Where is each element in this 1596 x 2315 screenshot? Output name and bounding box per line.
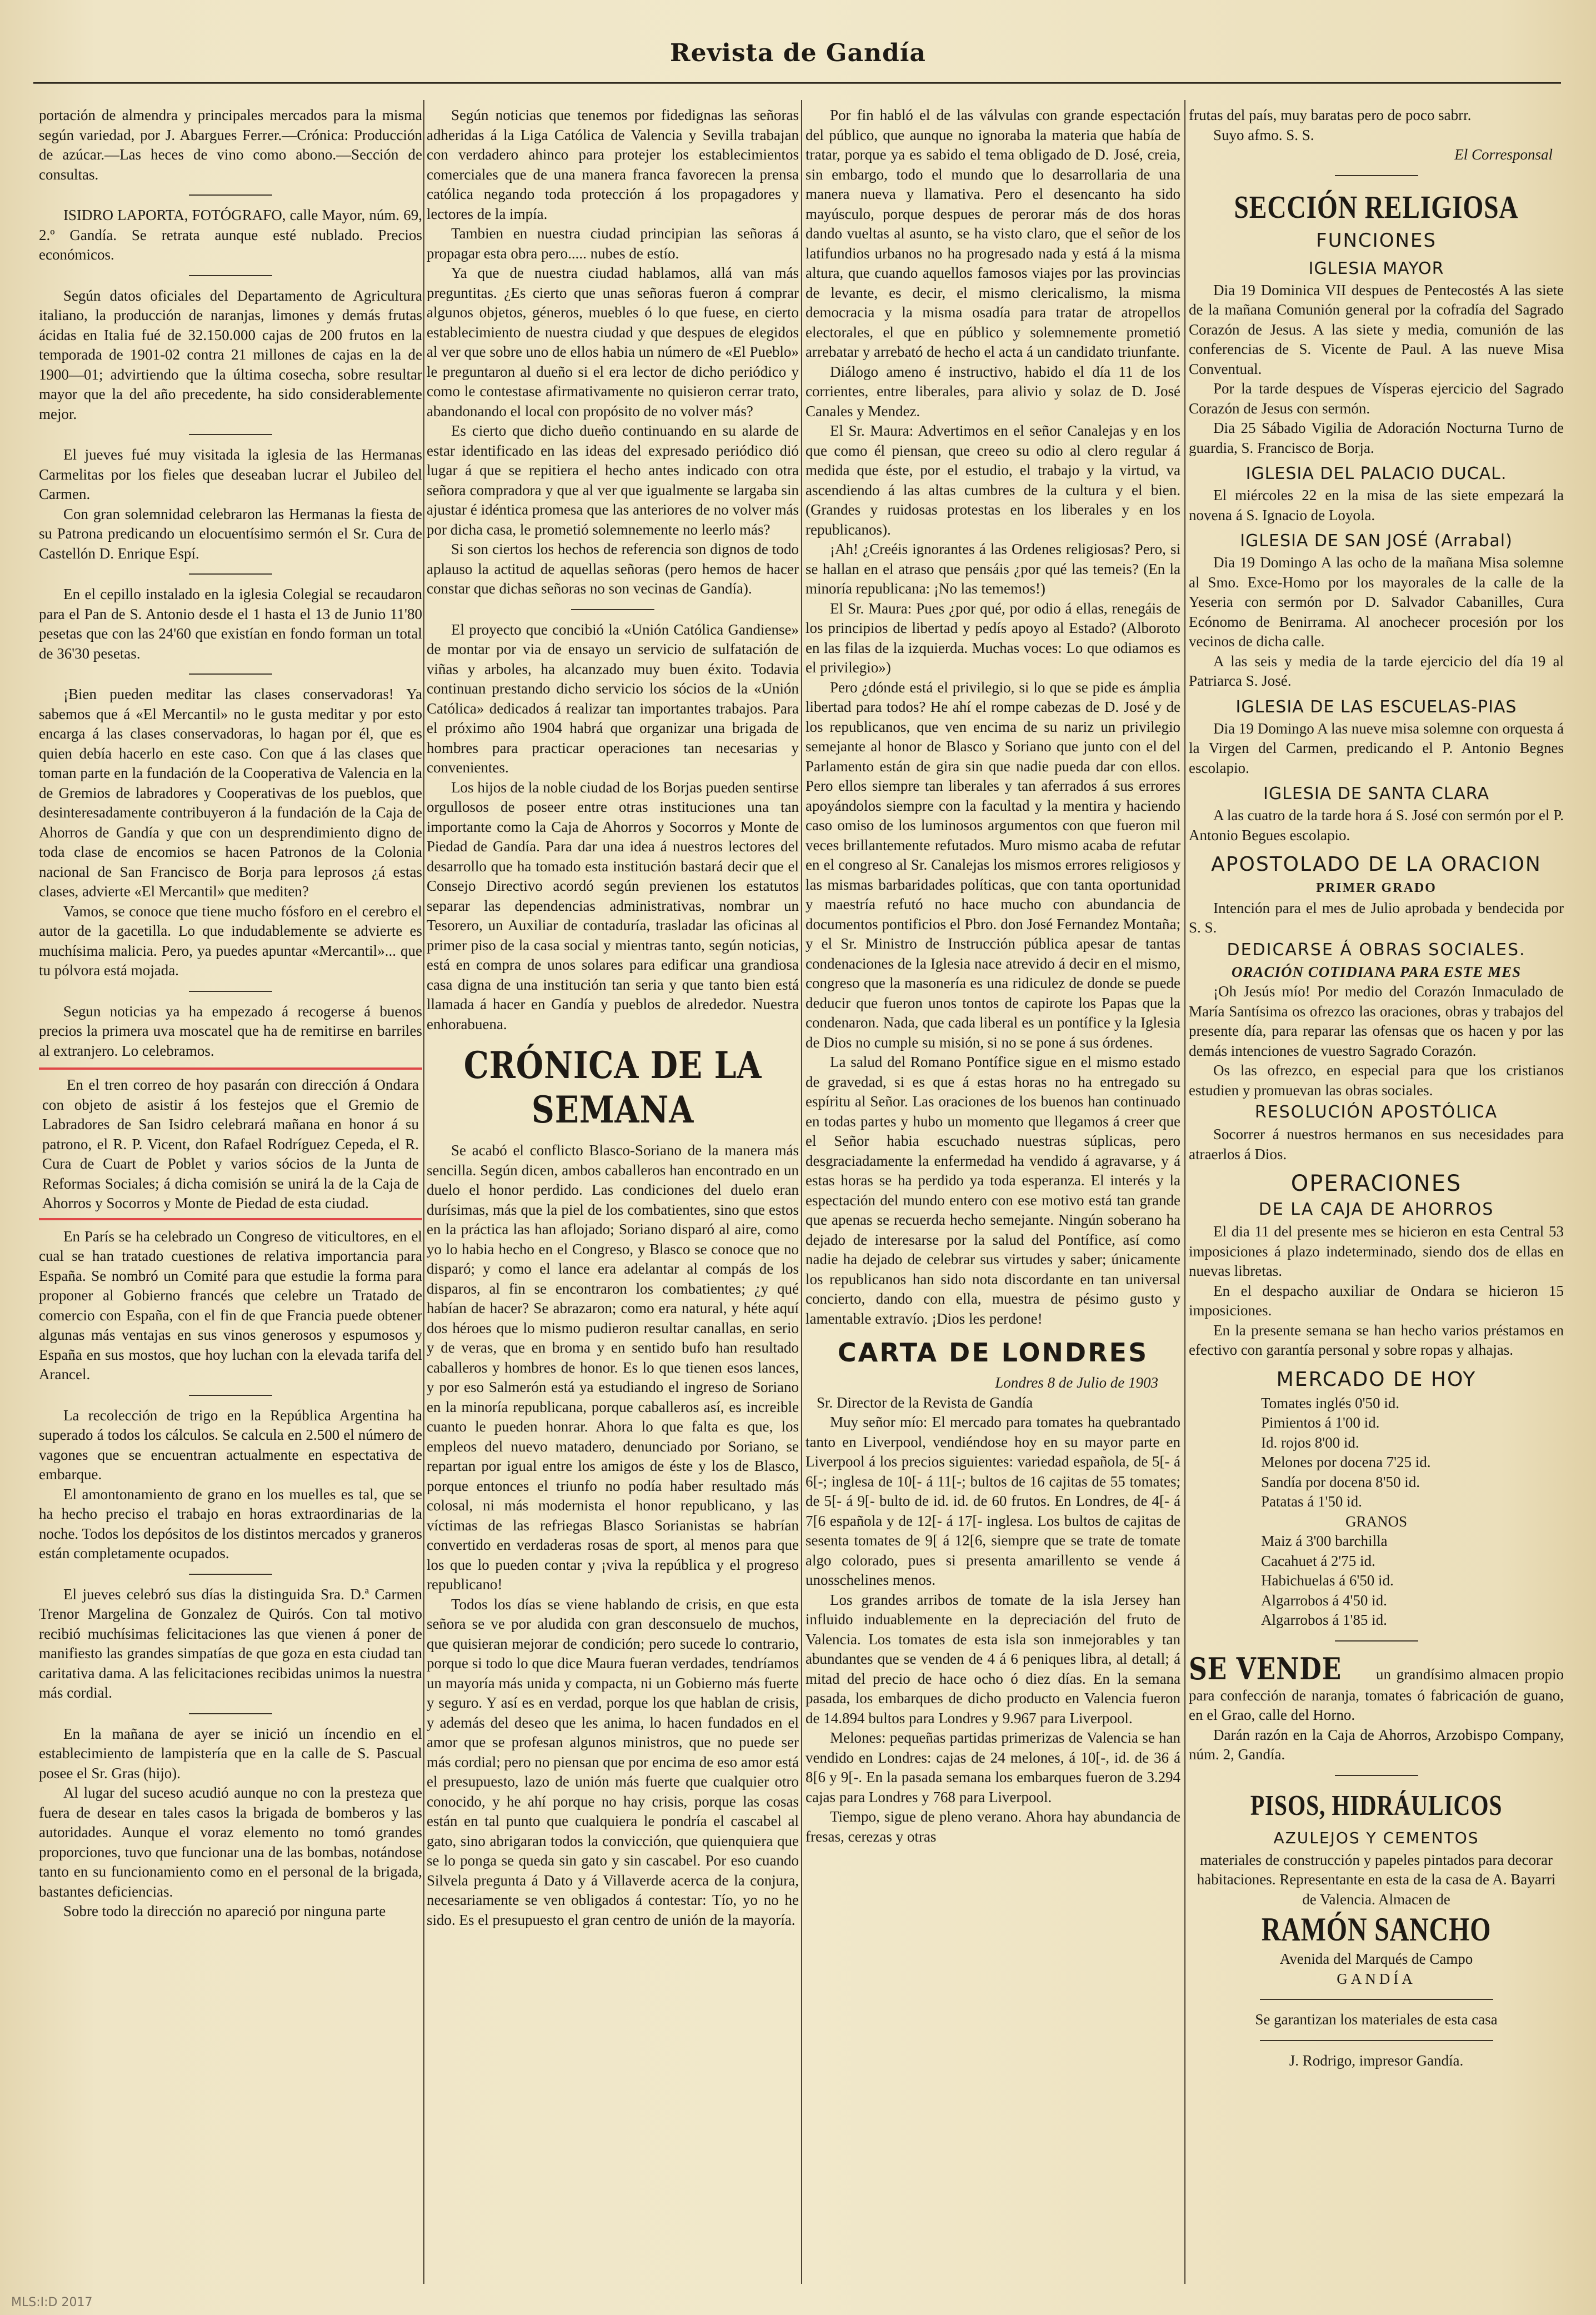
paragraph: La salud del Romano Pontífice sigue en el mismo estado de gravedad, si es que á estas horas no ha entregado su espíritu al Señor. Las oraciones de los buenos han continuado en todas partes y hubo un momento que llegamos á creer que el Señor habia escuchado nuestras súplicas, pero desgraciadamente la enfermedad ha vendido á agravarse, y á estas horas se ha perdido ya toda esperanza. El interés y la espectación del mundo entero con ese motivo está tan grande que apenas se recuerda hecho semejante. Ningún soberano ha dejado de interesarse por la salud del Pontífice, así como nadie ha dejado de celebrar sus virtudes y saber; únicamente los republicanos han sido nota discordante en tan universal concierto, dando con ella, muestra de pésimo gusto y lamentable extravío. ¡Dios les perdone! [805, 1054, 1180, 1327]
letter-salutation: Sr. Director de la Revista de Gandía [817, 1394, 1033, 1411]
paragraph: portación de almendra y principales mercados para la misma según variedad, por J. Abargues Ferrer.—Crónica: Producción de azúcar.—Las heces de vino como abono.—Sección de consultas. [39, 107, 422, 183]
tiles-ad-subheading: AZULEJOS Y CEMENTOS [1273, 1828, 1479, 1847]
guarantee-note: Se garantizan los materiales de esta casa [1255, 2011, 1498, 2028]
market-item: Melones por docena 7'25 id. [1261, 1454, 1431, 1470]
paragraph: frutas del país, muy baratas pero de poco sabrr. [1189, 107, 1472, 123]
separator [571, 609, 654, 610]
separator [189, 434, 272, 435]
paragraph: Es cierto que dicho dueño continuando en su alarde de estar identificado en las ideas del expresado periódico dió lugar á que se repitiera el hecho antes indicado con otra señora compradora y que al ver que igualmente se largaba sin ajustar é idéntica promesa que las anteriores de no volver más por dicha casa, le prometió solemnemente no leerlo más? [427, 422, 799, 538]
paragraph: Pero ¿dónde está el privilegio, si lo que se pide es ámplia libertad para todos? He ahí el rompe cabezas de D. José y de los republicanos, que ven encima de su nariz un privilegio semejante al honor de Blasco y Soriano que junto con el del Parlamento están de gira sin que nadie pueda dar con ellos. Pero ellos siempre tan liberales y tan aferrados á sus errores apoyándolos siempre con la facultad y la mentira y haciendo caso omiso de los luminosos argumentos con que fueron mil veces brillantemente refutados. Muro mismo acaba de refutar en el congreso al Sr. Canalejas los mismos errores religiosos y las mismas barbaridades políticas, que con tanta oportunidad y maestría refutó no hace mucho con abundancia de documentos pontificios el Pbro. don José Fernandez Montaña; y el Sr. Ministro de Instrucción pública apesar de tantas condenaciones de la Iglesia nace atrevido á decir en el mismo, congreso que la masonería es una ridiculez de donde se puede deducir que fueron unos tontos de capirote los Papas que la condenaron. Nada, que cada liberal es un pontífice y la Iglesia de Dios no cumple su misión, si no se pone á sus órdenes. [805, 678, 1180, 1051]
separator [189, 991, 272, 992]
column-rule [423, 100, 424, 2284]
paragraph: Darán razón en la Caja de Ahorros, Arzobispo Company, núm. 2, Gandía. [1189, 1726, 1564, 1763]
merchant-address: Avenida del Marqués de Campo [1279, 1950, 1473, 1967]
paragraph: En el tren correo de hoy pasarán con dirección á Ondara con objeto de asistir á los festejos que el Gremio de Labradores de San Isidro celebrará mañana en honor á su patrono, el R. P. Vicent, don Rafael Rodríguez Cepeda, el R. Cura de Cuart de Poblet y varios sócios de la Junta de Reformas Sociales; á dicha comisión se unirá la de la Caja de Ahorros y Socorros y Monte de Piedad de esta ciudad. [42, 1076, 419, 1211]
london-letter-heading: CARTA DE LONDRES [837, 1338, 1149, 1368]
market-item: Tomates inglés 0'50 id. [1261, 1394, 1399, 1411]
paragraph: En la presente semana se han hecho varios préstamos en efectivo con garantía personal y sobre ropas y alhajas. [1189, 1321, 1564, 1358]
market-item: Id. rojos 8'00 id. [1261, 1434, 1359, 1451]
column-4 [1189, 106, 1564, 2273]
separator [189, 275, 272, 276]
paragraph: ISIDRO LAPORTA, FOTÓGRAFO, calle Mayor, núm. 69, 2.º Gandía. Se retrata aunque esté nublado. Precios económicos. [39, 207, 422, 263]
tiles-ad-heading: PISOS, HIDRÁULICOS [1250, 1789, 1503, 1822]
paragraph: Vamos, se conoce que tiene mucho fósforo en el cerebro el autor de la gacetilla. Lo que indudablemente se advierte es muchísima malicia. Pero, ya puedes apuntar «Mercantil»... que tu pólvora está mojada. [39, 902, 422, 979]
paragraph: El jueves fué muy visitada la iglesia de las Hermanas Carmelitas por los fieles que deseaban lucrar el Jubileo del Carmen. [39, 446, 422, 502]
signature: El Corresponsal [1454, 146, 1553, 163]
paragraph: Los grandes arribos de tomate de la isla Jersey han influido induablemente en la depreciación del fruto de Valencia. Los tomates de esta isla son inmejorables y tan abundantes que se venden de 4 á 6 peniques libra, al detall; á mitad del precio de hace ocho ó diez días. En la semana pasada, los embarques de dicho producto en Valencia fueron de 14.894 bultos para Londres y 9.967 para Liverpool. [805, 1591, 1180, 1727]
tiles-ad-text: materiales de construcción y papeles pintados para decorar habitaciones. Representante en esta de la casa de A. Bayarri de Valencia. Almacen de [1197, 1851, 1556, 1908]
grains-heading: GRANOS [1345, 1513, 1408, 1530]
paragraph: Muy señor mío: El mercado para tomates ha quebrantado tanto en Liverpool, vendiéndose hoy en su mayor parte en Liverpool á los precios siguientes: variedad española, de 5[- á 6[-; inglesa de 10[- á 11[-; bultos de 16 cajitas de 55 tomates; de 5[- á 9[- bulto de id. id. de 60 frutos. En Londres, de 4[- á 7[6 española y de 12[- á 17[- inglesa. Los bultos de cajitas de sesenta tomates de 9[ á 12[6, siempre que se trate de tomate algo colorado, pues si presenta amarillento se vende á unosschelines menos. [805, 1414, 1180, 1588]
operations-heading: OPERACIONES [1290, 1171, 1462, 1196]
paragraph: En la mañana de ayer se inició un íncendio en el establecimiento de lampistería que en la calle de S. Pascual posee el Sr. Gras (hijo). [39, 1725, 422, 1782]
paragraph: ¡Oh Jesús mío! Por medio del Corazón Inmaculado de María Santísima os ofrezco las oraciones, obras y trabajos del presente día, para reparar las ofensas que os hacen y por las demás intenciones de vuestro Sagrado Corazón. [1189, 983, 1564, 1059]
archive-mark: MLS:I:D 2017 [11, 2296, 93, 2309]
separator [189, 1713, 272, 1714]
paragraph: Diálogo ameno é instructivo, habido el día 11 de los corrientes, entre liberales, para alivio y solaz de D. José Canales y Mendez. [805, 363, 1180, 420]
prayer-heading: ORACIÓN COTIDIANA PARA ESTE MES [1231, 963, 1522, 980]
sale-ad-heading: SE VENDE [1189, 1650, 1342, 1687]
merchant-city: GANDÍA [1337, 1970, 1416, 1987]
paragraph: Tambien en nuestra ciudad principian las señoras á propagar esta obra pero..... nubes de estío. [427, 225, 799, 262]
separator [189, 573, 272, 575]
church-heading: IGLESIA DE SAN JOSÉ (Arrabal) [1240, 531, 1513, 551]
paragraph: El miércoles 22 en la misa de las siete empezará la novena á S. Ignacio de Loyola. [1189, 487, 1564, 523]
chronicle-heading: CRÓNICA DE LA SEMANA [463, 1044, 762, 1131]
paragraph: La recolección de trigo en la República Argentina ha superado á todos los cálculos. Se calcula en 2.500 el número de vagones que se encuentran actualmente en espectativa de embarque. [39, 1406, 422, 1483]
paragraph: En el despacho auxiliar de Ondara se hicieron 15 imposiciones. [1189, 1282, 1564, 1319]
paragraph: Os las ofrezco, en especial para que los cristianos estudien y promuevan las obras sociales. [1189, 1062, 1564, 1099]
market-item: Patatas á 1'50 id. [1261, 1493, 1362, 1510]
paragraph: ¡Ah! ¿Creéis ignorantes á las Ordenes religiosas? Pero, si se hallan en el atraso que pensáis ¿por qué las temeis? (En la minoría republicana: ¡No las tememos!) [805, 541, 1180, 597]
paragraph: Dia 19 Dominica VII despues de Pentecostés A las siete de la mañana Comunión general por la cofradía del Sagrado Corazón de Jesus. A las siete y media, comunión de las conferencias de S. Vicente de Paul. A las nueve Misa Conventual. [1189, 281, 1564, 377]
closing: Suyo afmo. S. S. [1213, 126, 1314, 143]
top-rule [33, 82, 1561, 84]
paragraph: Se acabó el conflicto Blasco-Soriano de la manera más sencilla. Según dicen, ambos caballeros han encontrado en un duelo el honor perdido. Las condiciones del duelo eran durísimas, más que la piel de los combatientes, sino que estos en la práctica las han aflojado; Soriano disparó al aire, como yo lo habia hecho en el Congreso, y Blasco se conoce que no disparó; y como el lance era adelantar al compás de los disparos, al fin se encontraron los combatientes; ¿y qué habían de hacer? Se abrazaron; como era natural, y héte aquí dos héroes que lo mismo pudieron resultar canallas, en serio y de veras, que en broma y en sentido bufo han resultado caballeros y hombres de honor. Es lo que tienen esos lances, y por eso Salmerón está ya estudiando el ingreso de Soriano en la minoría republicana, porque caballeros así, es increible cuanto le pueden honrar. Ahora lo que falta es que, los empleos del nuevo matadero, denunciado por Soriano, se repartan por igual entre los amigos de éste y los de Blasco, porque entonces el triunfo no podía haber resultado más colosal, ni más modernista el honor republicano, y las víctimas de las refriegas Blasco Sorianistas se habrían convertido en verdaderas rosas de sport, al menos para que los que lo pueden contar y ¡viva la república y el progreso republicano! [427, 1142, 799, 1593]
paragraph: El proyecto que concibió la «Unión Católica Gandiense» de montar por via de ensayo un servicio de sulfatación de viñas y arboles, ha alcanzado muy buen éxito. Todavia continuan prestando dicho servicio los sócios de la «Unión Católica» dedicados á realizar tan importantes trabajos. Para el próximo año 1904 habrá que organizar una brigada de hombres para practicar operaciones tan necesarias y convenientes. [427, 621, 799, 776]
separator [1335, 175, 1418, 176]
letter-date: Londres 8 de Julio de 1903 [995, 1374, 1158, 1391]
market-item: Pimientos á 1'00 id. [1261, 1414, 1380, 1431]
market-item: Habichuelas á 6'50 id. [1261, 1572, 1394, 1589]
paragraph: A las seis y media de la tarde ejercicio del día 19 al Patriarca S. José. [1189, 652, 1564, 689]
paragraph: Melones: pequeñas partidas primerizas de Valencia se han vendido en Londres: cajas de 24 melones, á 10[-, id. de 36 á 8[6 y 9[-. En la pasada semana los embarques fueron de 3.294 cajas para Londres y 768 para Liverpool. [805, 1729, 1180, 1805]
column-3 [805, 106, 1180, 2273]
subheading: FUNCIONES [1316, 229, 1437, 252]
separator [1335, 1640, 1418, 1642]
highlighted-notice [39, 1067, 422, 1220]
paragraph: Sobre todo la dirección no apareció por ninguna parte [63, 1903, 386, 1919]
paragraph: El Sr. Maura: Advertimos en el señor Canalejas y en los que como él piensan, que creeo su odio al clero regular á medida que éste, por el estudio, el trabajo y la virtud, va ascendiendo á las altas cumbres de la cultura y el bien. (Grandes y ruidosas protestas en los liberales y en los republicanos). [805, 422, 1180, 538]
paragraph: Ya que de nuestra ciudad hablamos, allá van más preguntitas. ¿Es cierto que unas señoras fueron á comprar algunos objetos, géneros, muebles ó lo que fuese, en cierto establecimiento de nuestra ciudad y que despues de elegidos al ver que sobre uno de ellos habia un número de «El Pueblo» le preguntaron al dueño si el era lector de dicho periódico y como le contestase afirmativamente no quisieron cerrar trato, abandonando el local con propósito de no volver más? [427, 265, 799, 420]
column-1 [39, 106, 422, 2273]
paragraph: Segun noticias ya ha empezado á recogerse á buenos precios la primera uva moscatel que ha de remitirse en barriles al extranjero. Lo celebramos. [39, 1002, 422, 1059]
church-heading: IGLESIA MAYOR [1308, 258, 1444, 278]
resolution-heading: RESOLUCIÓN APOSTÓLICA [1254, 1102, 1498, 1122]
dedication-heading: DEDICARSE Á OBRAS SOCIALES. [1227, 940, 1526, 960]
paragraph: Por fin habló el de las válvulas con grande espectación del público, que aunque no ignoraba la materia que había de tratar, porque ya es sabido el tema obligado de D. José, creia, sin embargo, todo el mundo que lo desarrollaria de una manera nueva y llamativa. Pero el desencanto ha sido mayúsculo, porque despues de perorar más de dos horas dando vueltas al asunto, se ha visto claro, que el señor de los latifundios urbanos no ha progresado nada y está á la misma altura, que cuando aquellos famosos viajes por las provincias de levante, es decir, el mismo clericalismo, la misma democracia y la misma osadía para tratar de atropellos electorales, el que en público y solemnemente prometió arrebatar y arrebató de hecho el acta á un candidato triunfante. [805, 107, 1180, 360]
paragraph: Según noticias que tenemos por fidedignas las señoras adheridas á la Liga Católica de Valencia y Sevilla trabajan con verdadero ahinco para protejer los establecimientos comerciales que de una manera franca favorecen la prensa católica negando toda protección á los propagadores y lectores de la impía. [427, 107, 799, 222]
printer-credit: J. Rodrigo, impresor Gandía. [1289, 2052, 1464, 2069]
paragraph: Tiempo, sigue de pleno verano. Ahora hay abundancia de fresas, cerezas y otras [805, 1808, 1180, 1845]
separator [1260, 1999, 1493, 2000]
paragraph: Según datos oficiales del Departamento de Agricultura italiano, la producción de naranjas, limones y demás frutas ácidas en Italia fué de 32.150.000 cajas de 200 frutos en la temporada de 1901-02 contra 21 millones de cajas en la de 1900—01; advirtiendo que la última cosecha, sobre resultar mayor que la del año precedente, ha sido considerablemente mejor. [39, 287, 422, 422]
paragraph: Intención para el mes de Julio aprobada y bendecida por S. S. [1189, 899, 1564, 936]
paragraph: ¡Bien pueden meditar las clases conservadoras! Ya sabemos que á «El Mercantil» no le gusta meditar y por esto encarga á las clases conservadoras, lo hagan por él, que es quien debía hacerlo en este caso. Con que á las clases que toman parte en la fundación de la Cooperativa de Valencia en la de Gremios de labradores y Cooperativas de los pueblos, que desinteresadamente contribuyeron á la fundación de la Caja de Ahorros de Gandía y que con un desprendimiento digno de toda clase de encomios se hacen Patronos de la Colonia nacional de San Francisco de Borja para leprosos ¿á estas clases, advierte «El Mercantil» que mediten? [39, 686, 422, 900]
paragraph: Socorrer á nuestros hermanos en sus necesidades para atraerlos á Dios. [1189, 1126, 1564, 1163]
sale-ad [1189, 1652, 1564, 1725]
paragraph: Los hijos de la noble ciudad de los Borjas pueden sentirse orgullosos de poseer entre otras instituciones una tan importante como la Caja de Ahorros y Socorros y Monte de Piedad de Gandía. Para dar una idea á nuestros lectores del desarrollo que ha tomado esta institución bastará decir que el Consejo Directivo acordó según previenen los estatutos separar las dependencias administrativas, nombrar un Tesorero, un Auxiliar de contaduría, trasladar las oficinas al primer piso de la casa social y mientras tanto, según noticias, está en compra de unos solares para edificar una grandiosa casa digna de una institución tan seria y que tanto bien está llamada á hacer en Gandía y pueblos de alrededor. Nuestra enhorabuena. [427, 779, 799, 1032]
separator [189, 673, 272, 675]
merchant-name: RAMÓN SANCHO [1261, 1911, 1492, 1948]
paragraph: Todos los días se viene hablando de crisis, en que esta señora se ve por aludida con gran desconsuelo de muchos, que quisieran mejorar de condición; pero sucede lo contrario, porque si todo lo que dice Maura fueran verdades, tendríamos un mayoría más unida y compacta, ni un Gobierno más fuerte y seguro. Y así es en verdad, porque los que hablan de crisis, y además del deseo que les anima, lo hacen fundados en el amor que se profesan algunos ministros, que no puede ser más cordial; pero no piensan que por encima de eso amor está el presupuesto, lazo de unión más fuerte que cualquier otro conocido, y he ahí porque no hay crisis, porque las cosas están en tal punto que cualquiera le pondría el cascabel al gato, sino abrigaran todos la convicción, que quienquiera que se lo ponga se queda sin gato y sin cascabel. Por eso cuando Silvela pregunta á Dato y á Villaverde acerca de la conjura, necesariamente se ven obligados á contestar: Tío, yo no he sido. Es el presupuesto el gran centro de unión de la mayoría. [427, 1595, 799, 1928]
paragraph: En París se ha celebrado un Congreso de viticultores, en el cual se han tratado cuestiones de relativa importancia para España. Se nombró un Comité para que estudie la forma para proponer al Gobierno francés que celebre un Tratado de comercio con España, con el fin de que Francia puede obtener algunas más ventajas en sus vinos generosos y espumosos y España en sus mostos, que hoy luchan con la elevada tarifa del Arancel. [39, 1228, 422, 1383]
separator [1335, 1775, 1418, 1776]
paragraph: El Sr. Maura: Pues ¿por qué, por odio á ellas, renegáis de los principios de libertad y pedís apoyo al Estado? (Alboroto en las filas de la izquierda. Muchas voces: Lo que odiamos es el privilegio») [805, 600, 1180, 676]
paragraph: Con gran solemnidad celebraron las Hermanas la fiesta de su Patrona predicando un elocuentísimo sermón el Sr. Cura de Castellón D. Enrique Espí. [39, 505, 422, 562]
market-heading: MERCADO DE HOY [1276, 1368, 1477, 1391]
paragraph: Dia 19 Domingo A las ocho de la mañana Misa solemne al Smo. Exce-Homo por los mayorales de la calle de la Yeseria con sermón por D. Salvador Cabanilles, Cura Ecónomo de Benirrama. Al anochecer procesión por los vecinos de dicha calle. [1189, 554, 1564, 650]
separator [189, 1395, 272, 1396]
paragraph: Al lugar del suceso acudió aunque no con la presteza que fuera de desear en tales casos la brigada de bomberos y las autoridades. Aunque el voraz elemento no tomó grandes proporciones, tuvo que funcionar una de las bombas, notándose tanto en su funcionamiento como en el personal de la brigada, bastantes deficiencias. [39, 1784, 422, 1900]
paragraph: Si son ciertos los hechos de referencia son dignos de todo aplauso la actitud de aquellas señoras (pero hemos de hacer constar que dichas señoras no son vecinas de Gandía). [427, 541, 799, 597]
paragraph: El amontonamiento de grano en los muelles es tal, que se ha hecho preciso el trabajo en horas extraordinarias de la noche. Todos los depósitos de los distintos mercados y graneros están completamente ocupados. [39, 1485, 422, 1561]
paragraph: Dia 25 Sábado Vigilia de Adoración Nocturna Turno de guardia, S. Francisco de Borja. [1189, 420, 1564, 456]
paragraph: El jueves celebró sus días la distinguida Sra. D.ª Carmen Trenor Margelina de Gonzalez de Quirós. Con tal motivo recibió muchísimas felicitaciones las que vienen á poner de manifiesto las grandes simpatías de que goza en esta ciudad tan caritativa dama. A las felicitaciones recibidas unimos la nuestra más cordial. [39, 1585, 422, 1701]
separator [189, 1574, 272, 1575]
market-item: Cacahuet á 2'75 id. [1261, 1552, 1375, 1569]
apostolate-heading: APOSTOLADO DE LA ORACION [1211, 853, 1542, 876]
market-item: Maiz á 3'00 barchilla [1261, 1533, 1388, 1549]
sale-ad-text: un grandísimo almacen propio para confección de naranja, tomates ó fabricación de guano, en el Grao, calle del Horno. [1189, 1665, 1564, 1723]
paragraph: Por la tarde despues de Vísperas ejercicio del Sagrado Corazón de Jesus con sermón. [1189, 380, 1564, 417]
separator [1260, 2040, 1493, 2041]
market-item: Algarrobos á 1'85 id. [1261, 1611, 1387, 1628]
paragraph: A las cuatro de la tarde hora á S. José con sermón por el P. Antonio Begues escolapio. [1189, 807, 1564, 844]
paragraph: El dia 11 del presente mes se hicieron en esta Central 53 imposiciones á plazo indeterminado, siendo dos de ellas en nuevas libretas. [1189, 1223, 1564, 1279]
grade-label: PRIMER GRADO [1316, 881, 1437, 895]
market-item: Sandía por docena 8'50 id. [1261, 1473, 1420, 1490]
church-heading: IGLESIA DEL PALACIO DUCAL. [1245, 464, 1507, 483]
masthead: Revista de Gandía [670, 39, 926, 67]
separator [189, 194, 272, 196]
operations-subheading: DE LA CAJA DE AHORROS [1258, 1200, 1494, 1219]
church-heading: IGLESIA DE SANTA CLARA [1263, 784, 1489, 804]
church-heading: IGLESIA DE LAS ESCUELAS-PIAS [1235, 697, 1517, 717]
column-rule [1184, 100, 1185, 2284]
paragraph: Dia 19 Domingo A las nueve misa solemne con orquesta á la Virgen del Carmen, predicando el P. Antonio Begnes escolapio. [1189, 720, 1564, 776]
religious-section-heading: SECCIÓN RELIGIOSA [1234, 188, 1519, 225]
market-item: Algarrobos á 4'50 id. [1261, 1591, 1387, 1609]
column-2 [427, 106, 799, 2273]
column-rule [801, 100, 802, 2284]
paragraph: En el cepillo instalado en la iglesia Colegial se recaudaron para el Pan de S. Antonio desde el 1 hasta el 13 de Junio 11'80 pesetas que con las 24'60 que existían en fondo forman un total de 36'30 pesetas. [39, 586, 422, 662]
